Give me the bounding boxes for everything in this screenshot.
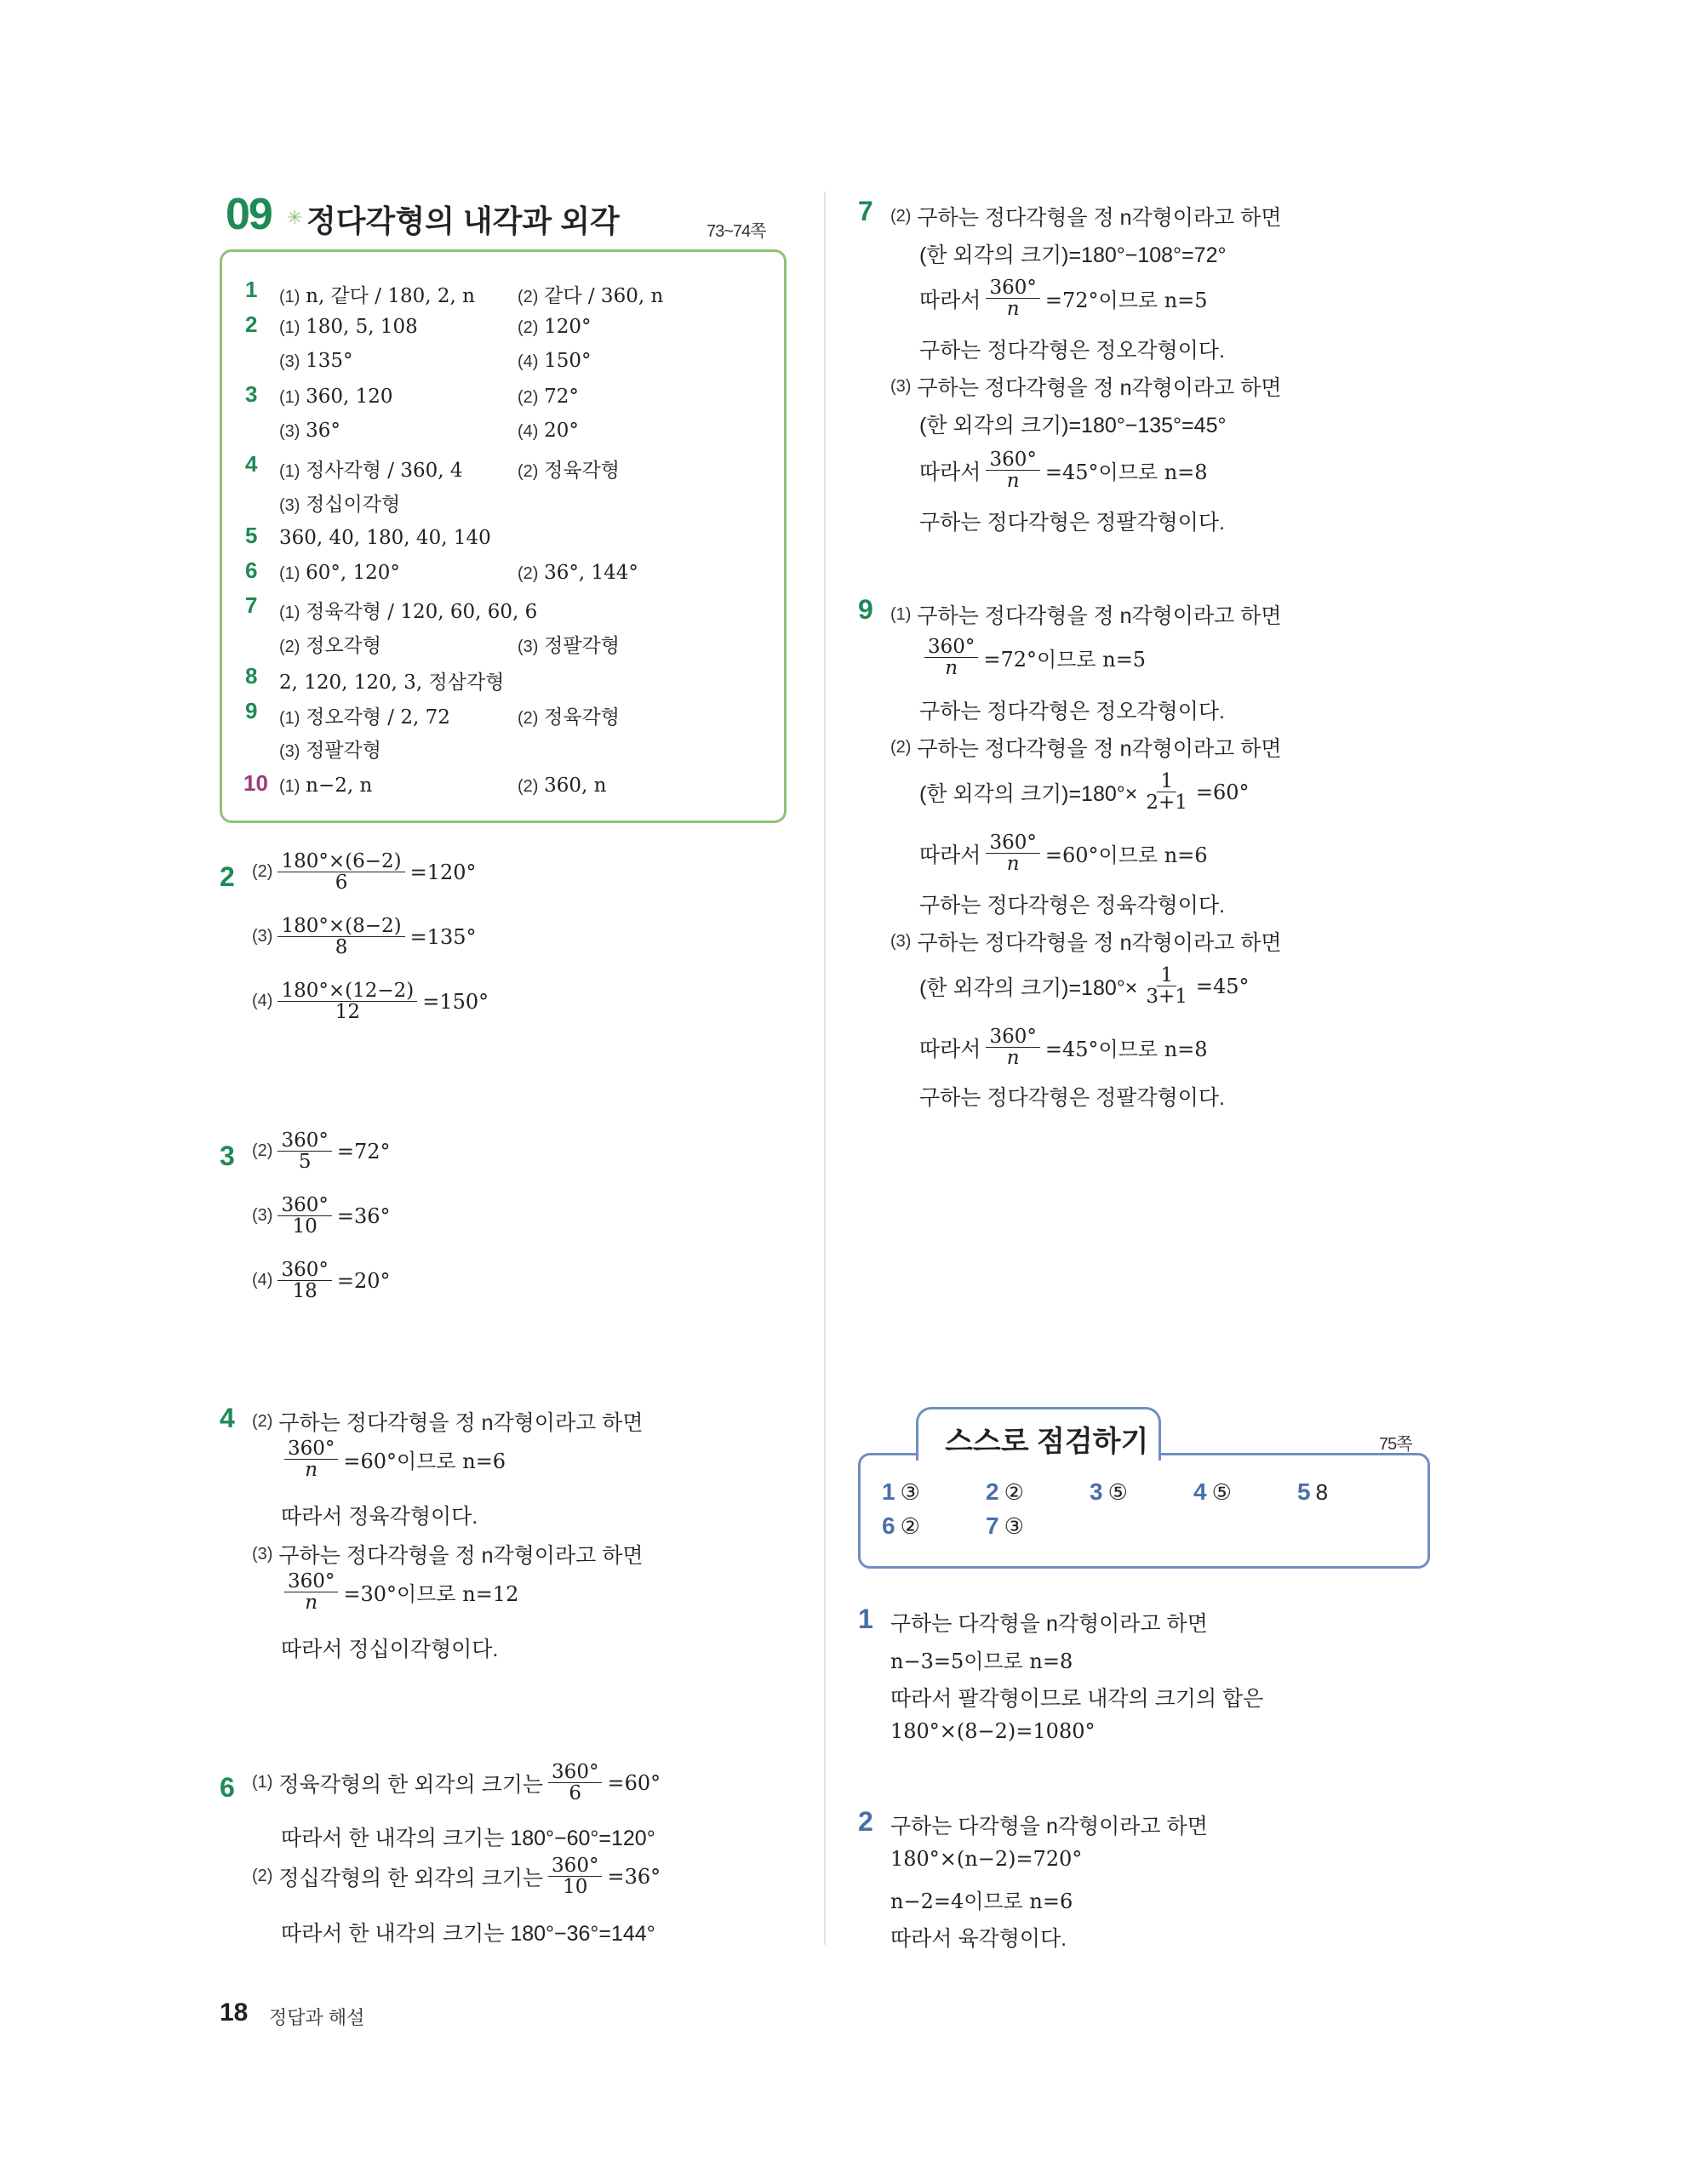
fraction: $\frac{360^\circ}{n}$ [986, 832, 1039, 874]
fraction: $\frac{180^\circ\times(8-2)}{8}$ [277, 916, 404, 958]
answer-part: (1) 60°, 120° [279, 562, 400, 584]
solution-line: (3) 구하는 정다각형을 정 n각형이라고 하면 [890, 376, 1282, 400]
self-check-answer: 1 ③ [882, 1478, 920, 1505]
question-number: 5 [245, 523, 258, 548]
answer-row [245, 592, 257, 619]
fraction: $\frac{360^\circ}{10}$ [548, 1855, 602, 1897]
solution-number: 2 [220, 861, 235, 892]
solution-line: 따라서 정십이각형이다. [281, 1638, 499, 1661]
fraction: $\frac{360^\circ}{n}$ [986, 1026, 1039, 1068]
solution-line: (2) 구하는 정다각형을 정 n각형이라고 하면 [890, 206, 1282, 230]
self-check-answer: 3 ⑤ [1090, 1478, 1128, 1505]
fraction: $\frac{360^\circ}{5}$ [277, 1130, 331, 1172]
fraction: $\frac{360^\circ}{n}$ [284, 1438, 338, 1480]
solution-line: (1) 정육각형의 한 외각의 크기는 $\frac{360^\circ}{6}$ =60° [252, 1761, 661, 1805]
solution-line: 구하는 정다각형은 정육각형이다. [919, 894, 1225, 918]
fraction: $\frac{360^\circ}{n}$ [986, 449, 1039, 491]
answer-row [245, 277, 257, 303]
answer-row [245, 557, 257, 584]
answer-part: (1) 정사각형 / 360, 4 [279, 460, 463, 482]
answer-part: (4) 20° [518, 420, 579, 442]
solution-line: (4) $\frac{180^\circ\times(12-2)}{12}$ =150° [252, 980, 489, 1024]
question-number: 4 [245, 451, 258, 477]
self-check-answer: 7 ③ [986, 1512, 1024, 1539]
solution-line: (3) $\frac{360^\circ}{10}$ =36° [252, 1194, 391, 1238]
solution-line: (2) $\frac{360^\circ}{5}$ =72° [252, 1129, 391, 1174]
question-number: 9 [245, 698, 258, 723]
fraction: $\frac{360^\circ}{18}$ [277, 1260, 331, 1301]
solution-number: 2 [858, 1806, 873, 1837]
solution-line: n−2=4이므로 n=6 [890, 1890, 1073, 1913]
answer-part: (3) 정팔각형 [518, 635, 620, 657]
solution-line: (4) $\frac{360^\circ}{18}$ =20° [252, 1259, 391, 1303]
answer-part: (1) n, 같다 / 180, 2, n [279, 285, 475, 307]
self-check-pages: 75쪽 [1379, 1435, 1412, 1454]
solution-line: 따라서 $\frac{360^\circ}{n}$ =45°이므로 n=8 [919, 449, 1208, 493]
question-number: 3 [245, 381, 258, 407]
answer-part: (3) 36° [279, 420, 340, 442]
solution-line: 따라서 육각형이다. [890, 1927, 1067, 1951]
answer-part: (3) 135° [279, 350, 353, 372]
question-number: 1 [245, 277, 258, 302]
solution-line: 따라서 $\frac{360^\circ}{n}$ =45°이므로 n=8 [919, 1026, 1208, 1070]
solution-line: 따라서 팔각형이므로 내각의 크기의 합은 [890, 1687, 1264, 1711]
fraction: $\frac{360^\circ}{n}$ [924, 637, 978, 678]
solution-line: (2) 정십각형의 한 외각의 크기는 $\frac{360^\circ}{10}$ =36° [252, 1855, 661, 1899]
question-number: 10 [243, 770, 268, 796]
solution-line: 구하는 정다각형은 정오각형이다. [919, 339, 1225, 363]
answer-part: (2) 120° [518, 316, 592, 338]
solution-line: $\frac{360^\circ}{n}$ =72°이므로 n=5 [919, 637, 1146, 678]
fraction: $\frac{360^\circ}{10}$ [277, 1195, 331, 1237]
self-check-answer: 2 ② [986, 1478, 1024, 1505]
question-number: 2 [245, 312, 258, 337]
solution-line: 따라서 $\frac{360^\circ}{n}$ =72°이므로 n=5 [919, 277, 1208, 321]
solution-number: 6 [220, 1772, 235, 1803]
section-number: 09 [226, 190, 272, 239]
answer-part: (2) 360, n [518, 775, 607, 797]
self-check-answer: 4 ⑤ [1193, 1478, 1232, 1505]
question-number: 7 [245, 592, 258, 618]
fraction: $\frac{360^\circ}{n}$ [986, 277, 1039, 319]
solution-number: 1 [858, 1604, 873, 1634]
answer-row [245, 698, 257, 724]
answer-part: (2) 같다 / 360, n [518, 285, 664, 307]
column-divider [824, 192, 826, 1945]
solution-number: 7 [858, 196, 873, 226]
fraction: $\frac{360^\circ}{n}$ [284, 1571, 338, 1613]
answer-row [245, 312, 257, 338]
solution-line: n−3=5이므로 n=8 [890, 1649, 1073, 1673]
answer-row [245, 663, 257, 689]
page-range: 73~74쪽 [707, 222, 766, 241]
solution-line: 180°×(n−2)=720° [890, 1847, 1083, 1871]
question-number: 8 [245, 663, 258, 689]
solution-line: (2) 구하는 정다각형을 정 n각형이라고 하면 [252, 1411, 644, 1435]
footer-label: 정답과 해설 [269, 2007, 365, 2028]
solution-line: 구하는 정다각형은 정오각형이다. [919, 700, 1225, 723]
solution-line: (한 외각의 크기)=180°−108°=72° [919, 243, 1227, 267]
answer-part: (2) 정육각형 [518, 460, 620, 482]
fraction: $\frac{360^\circ}{6}$ [548, 1762, 602, 1804]
answer-part: (1) n−2, n [279, 775, 373, 797]
fraction: $\frac{1}{2+1}$ [1146, 770, 1187, 815]
answer-row [245, 381, 257, 408]
solution-line: 180°×(8−2)=1080° [890, 1719, 1096, 1743]
fraction: $\frac{180^\circ\times(12-2)}{12}$ [277, 981, 417, 1022]
answer-part: (1) 정육각형 / 120, 60, 60, 6 [279, 601, 538, 623]
solution-number: 9 [858, 594, 873, 625]
answer-part: (4) 150° [518, 350, 592, 372]
self-check-answer: 6 ② [882, 1512, 920, 1539]
answer-part: (3) 정팔각형 [279, 740, 381, 762]
solution-line: 따라서 한 내각의 크기는 180°−60°=120° [281, 1827, 655, 1850]
solution-line: (3) 구하는 정다각형을 정 n각형이라고 하면 [890, 931, 1282, 955]
solution-line: 따라서 $\frac{360^\circ}{n}$ =60°이므로 n=6 [919, 832, 1208, 876]
solution-line: (2) $\frac{180^\circ\times(6-2)}{6}$ =120° [252, 850, 477, 895]
solution-line: (한 외각의 크기)=180°× $\frac{1}{2+1}$ =60° [919, 770, 1250, 815]
question-number: 6 [245, 557, 258, 583]
page-number: 18 [220, 1998, 249, 2027]
star-icon: ✳ [287, 207, 303, 228]
self-check-title: 스스로 점검하기 [945, 1426, 1149, 1458]
answer-part: (1) 360, 120 [279, 386, 393, 408]
solution-line: (1) 구하는 정다각형을 정 n각형이라고 하면 [890, 604, 1282, 628]
answer-row [245, 451, 257, 477]
solution-line: $\frac{360^\circ}{n}$ =30°이므로 n=12 [279, 1571, 518, 1613]
answer-row [243, 770, 268, 797]
section-title: 정다각형의 내각과 외각 [306, 203, 620, 238]
solution-line: 구하는 다각형을 n각형이라고 하면 [890, 1815, 1208, 1838]
answer-part: (2) 정육각형 [518, 706, 620, 729]
solution-line: (3) $\frac{180^\circ\times(8-2)}{8}$ =135° [252, 915, 477, 959]
solution-number: 3 [220, 1141, 235, 1171]
answer-part: (3) 정십이각형 [279, 494, 401, 516]
answer-part: (1) 정오각형 / 2, 72 [279, 706, 450, 729]
fraction: $\frac{180^\circ\times(6-2)}{6}$ [277, 851, 404, 893]
answer-part: (2) 72° [518, 386, 579, 408]
answer-row [245, 523, 257, 549]
solution-line: (2) 구하는 정다각형을 정 n각형이라고 하면 [890, 737, 1282, 761]
solution-line: 따라서 한 내각의 크기는 180°−36°=144° [281, 1922, 655, 1946]
solution-line: (한 외각의 크기)=180°−135°=45° [919, 414, 1227, 437]
solution-line: 따라서 정육각형이다. [281, 1505, 478, 1529]
fraction: $\frac{1}{3+1}$ [1146, 964, 1187, 1009]
answer-part: (2) 36°, 144° [518, 562, 638, 584]
solution-line: $\frac{360^\circ}{n}$ =60°이므로 n=6 [279, 1438, 506, 1480]
answer-part: 2, 120, 120, 3, 정삼각형 [279, 672, 505, 694]
solution-line: 구하는 정다각형은 정팔각형이다. [919, 511, 1225, 535]
self-check-answer: 5 8 [1297, 1478, 1329, 1505]
answer-part: (2) 정오각형 [279, 635, 381, 657]
solution-line: 구하는 다각형을 n각형이라고 하면 [890, 1612, 1208, 1636]
answer-part: (1) 180, 5, 108 [279, 316, 418, 338]
solution-line: (한 외각의 크기)=180°× $\frac{1}{3+1}$ =45° [919, 964, 1250, 1009]
solution-number: 4 [220, 1403, 235, 1433]
self-check-box [858, 1453, 1430, 1569]
answer-part: 360, 40, 180, 40, 140 [279, 527, 491, 549]
solution-line: 구하는 정다각형은 정팔각형이다. [919, 1086, 1225, 1110]
solution-line: (3) 구하는 정다각형을 정 n각형이라고 하면 [252, 1544, 644, 1568]
